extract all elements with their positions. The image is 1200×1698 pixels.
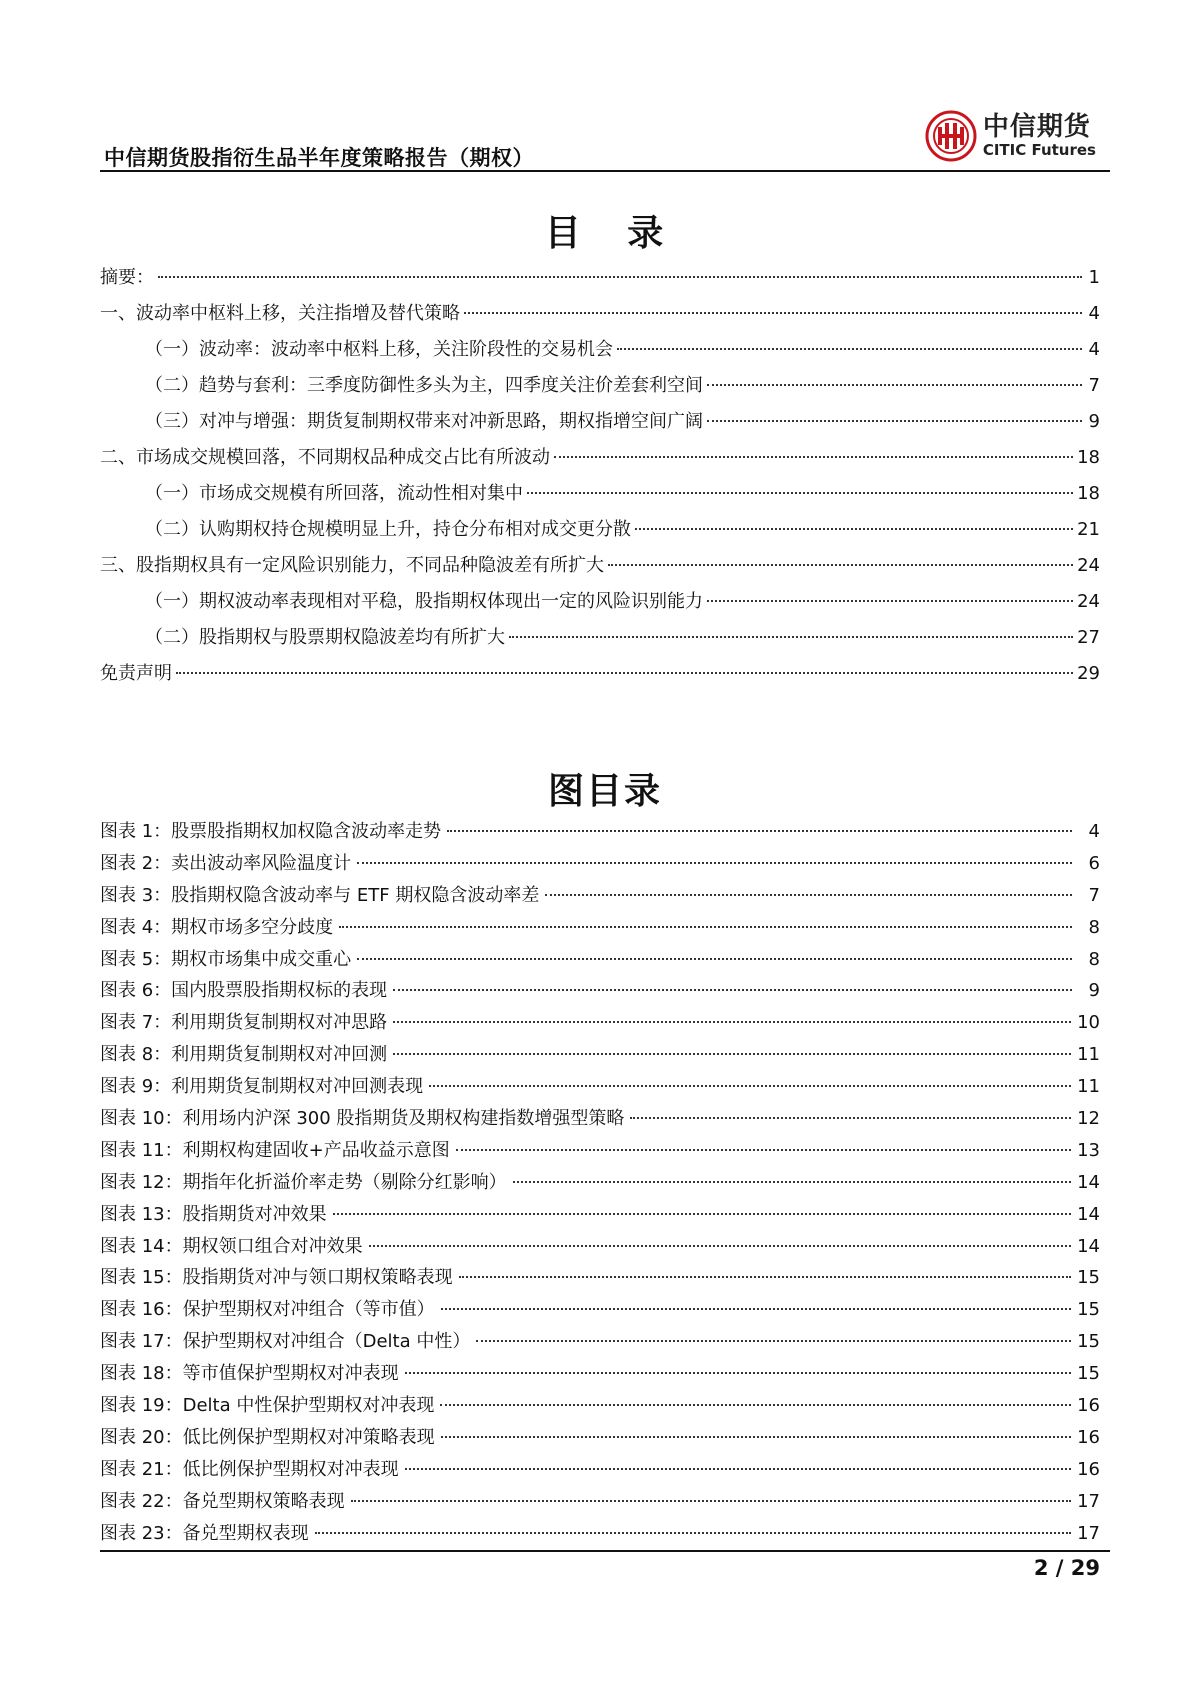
dot-leader (441, 1435, 1071, 1438)
toc-entry[interactable] (100, 335, 1100, 371)
dot-leader (464, 311, 1082, 314)
figure-entry-label: 图表 22：备兑型期权策略表现 (100, 1490, 345, 1512)
figure-entry-label: 图表 2：卖出波动率风险温度计 (100, 852, 352, 874)
dot-leader (405, 1467, 1071, 1470)
figure-entry[interactable] (100, 945, 1100, 977)
figure-entry[interactable] (100, 849, 1100, 881)
toc-entry-label: （二）认购期权持仓规模明显上升，持仓分布相对成交更分散 (145, 519, 631, 540)
dot-leader (158, 275, 1082, 278)
figure-entry-page: 7 (1088, 884, 1100, 906)
dot-leader (357, 957, 1072, 960)
toc-entry-label: （一）期权波动率表现相对平稳，股指期权体现出一定的风险识别能力 (145, 591, 703, 612)
figure-entry[interactable] (100, 1327, 1100, 1359)
toc-entry[interactable] (100, 407, 1100, 443)
figure-entry[interactable] (100, 1072, 1100, 1104)
dot-leader (339, 925, 1072, 928)
dot-leader (476, 1339, 1071, 1342)
figure-entry-label: 图表 15：股指期货对冲与领口期权策略表现 (100, 1267, 453, 1289)
figure-entry[interactable] (100, 1423, 1100, 1455)
figure-entry-page: 9 (1088, 980, 1100, 1002)
dot-leader (176, 671, 1073, 674)
toc-entry-label: （一）市场成交规模有所回落，流动性相对集中 (145, 483, 523, 504)
toc-entry-label: 免责声明 (100, 663, 172, 684)
toc-entry[interactable] (100, 371, 1100, 407)
figure-entry[interactable] (100, 1487, 1100, 1519)
toc-entry-page: 27 (1077, 627, 1100, 648)
toc-entry-label: （二）股指期权与股票期权隐波差均有所扩大 (145, 627, 505, 648)
toc-entry-label: （二）趋势与套利：三季度防御性多头为主，四季度关注价差套利空间 (145, 375, 703, 396)
dot-leader (441, 1307, 1071, 1310)
toc-entry-page: 24 (1077, 591, 1100, 612)
footer-divider (100, 1550, 1110, 1552)
figure-entry-label: 图表 3：股指期权隐含波动率与 ETF 期权隐含波动率差 (100, 884, 540, 906)
figure-entry-page: 15 (1077, 1299, 1100, 1321)
figure-entry[interactable] (100, 1455, 1100, 1487)
figure-entry-label: 图表 8：利用期货复制期权对冲回测 (100, 1044, 388, 1066)
dot-leader (357, 861, 1072, 864)
figure-entry-page: 16 (1077, 1395, 1100, 1417)
toc-entry-label: 二、市场成交规模回落，不同期权品种成交占比有所波动 (100, 447, 550, 468)
figure-entry[interactable] (100, 976, 1100, 1008)
figure-entry-page: 14 (1077, 1203, 1100, 1225)
figure-list (100, 817, 1100, 1550)
toc-entry-page: 7 (1088, 375, 1100, 396)
dot-leader (405, 1371, 1071, 1374)
figure-entry-label: 图表 16：保护型期权对冲组合（等市值） (100, 1299, 435, 1321)
dot-leader (707, 599, 1073, 602)
dot-leader (333, 1212, 1071, 1215)
figure-entry-page: 8 (1088, 916, 1100, 938)
figure-entry-page: 11 (1077, 1044, 1100, 1066)
dot-leader (429, 1084, 1071, 1087)
figure-entry-page: 15 (1077, 1331, 1100, 1353)
dot-leader (635, 527, 1073, 530)
figure-entry-page: 4 (1088, 821, 1100, 842)
figure-entry-label: 图表 5：期权市场集中成交重心 (100, 948, 352, 970)
figure-entry-label: 图表 23：备兑型期权表现 (100, 1522, 309, 1544)
toc-entry[interactable] (100, 443, 1100, 479)
figure-entry-label: 图表 10：利用场内沪深 300 股指期货及期权构建指数增强型策略 (100, 1108, 625, 1130)
figure-entry[interactable] (100, 1391, 1100, 1423)
figure-entry-label: 图表 12：期指年化折溢价率走势（剔除分红影响） (100, 1171, 507, 1193)
figure-entry-label: 图表 13：股指期货对冲效果 (100, 1203, 327, 1225)
figure-entry[interactable] (100, 1104, 1100, 1136)
figure-entry-label: 图表 21：低比例保护型期权对冲表现 (100, 1458, 399, 1480)
figure-entry[interactable] (100, 1263, 1100, 1295)
dot-leader (440, 1403, 1071, 1406)
dot-leader (608, 563, 1073, 566)
toc-entry-page: 4 (1088, 303, 1100, 324)
figure-entry[interactable] (100, 1232, 1100, 1264)
dot-leader (509, 635, 1073, 638)
figure-list-heading: 图目录 (547, 771, 662, 812)
citic-logo-icon (925, 110, 977, 162)
toc-entry-page: 18 (1077, 447, 1100, 468)
figure-entry-label: 图表 9：利用期货复制期权对冲回测表现 (100, 1076, 424, 1098)
figure-entry[interactable] (100, 1040, 1100, 1072)
dot-leader (393, 988, 1072, 991)
figure-entry-label: 图表 18：等市值保护型期权对冲表现 (100, 1363, 399, 1385)
figure-entry[interactable] (100, 1295, 1100, 1327)
dot-leader (351, 1499, 1071, 1502)
dot-leader (393, 1052, 1071, 1055)
dot-leader (315, 1531, 1071, 1534)
figure-entry-page: 13 (1077, 1139, 1100, 1161)
figure-entry[interactable] (100, 881, 1100, 913)
figure-entry-page: 14 (1077, 1235, 1100, 1257)
dot-leader (369, 1244, 1071, 1247)
figure-entry-page: 15 (1077, 1363, 1100, 1385)
figure-entry-page: 8 (1088, 948, 1100, 970)
dot-leader (513, 1180, 1071, 1183)
page-header (100, 100, 1110, 170)
toc-entry-page: 9 (1088, 411, 1100, 432)
figure-entry[interactable] (100, 1008, 1100, 1040)
toc-entry-label: 三、股指期权具有一定风险识别能力，不同品种隐波差有所扩大 (100, 555, 604, 576)
toc-entry[interactable] (100, 515, 1100, 551)
figure-entry[interactable] (100, 1519, 1100, 1551)
dot-leader (527, 491, 1073, 494)
figure-entry-label: 图表 19：Delta 中性保护型期权对冲表现 (100, 1395, 435, 1417)
figure-entry-label: 图表 17：保护型期权对冲组合（Delta 中性） (100, 1331, 471, 1353)
toc-entry-page: 21 (1077, 519, 1100, 540)
toc-entry-label: 一、波动率中枢料上移，关注指增及替代策略 (100, 303, 460, 324)
dot-leader (554, 455, 1073, 458)
figure-entry-page: 12 (1077, 1108, 1100, 1130)
toc-entry[interactable] (100, 479, 1100, 515)
figure-entry-label: 图表 20：低比例保护型期权对冲策略表现 (100, 1426, 435, 1448)
dot-leader (707, 419, 1082, 422)
figure-entry[interactable] (100, 1168, 1100, 1200)
toc-entry[interactable] (100, 551, 1100, 587)
figure-entry-label: 图表 4：期权市场多空分歧度 (100, 916, 334, 938)
toc-list (100, 263, 1100, 695)
toc-entry-page: 1 (1088, 267, 1100, 288)
citic-futures-logo (925, 108, 1096, 164)
dot-leader (393, 1020, 1071, 1023)
logo-en-text: CITIC Futures (982, 141, 1096, 159)
figure-entry-label: 图表 1：股票股指期权加权隐含波动率走势 (100, 821, 442, 842)
figure-entry-label: 图表 11：利期权构建固收+产品收益示意图 (100, 1139, 450, 1161)
figure-entry[interactable] (100, 1359, 1100, 1391)
figure-entry[interactable] (100, 1136, 1100, 1168)
figure-entry-page: 17 (1077, 1522, 1100, 1544)
toc-entry[interactable] (100, 623, 1100, 659)
toc-entry-page: 29 (1077, 663, 1100, 684)
toc-entry-label: 摘要： (100, 267, 154, 288)
toc-entry[interactable] (100, 659, 1100, 695)
figure-entry-page: 16 (1077, 1458, 1100, 1480)
figure-entry-page: 17 (1077, 1490, 1100, 1512)
toc-entry-page: 24 (1077, 555, 1100, 576)
toc-entry[interactable] (100, 263, 1100, 299)
figure-entry-page: 6 (1088, 852, 1100, 874)
figure-entry[interactable] (100, 817, 1100, 849)
toc-heading: 目 录 (544, 213, 666, 254)
toc-entry[interactable] (100, 299, 1100, 335)
toc-entry-label: （三）对冲与增强：期货复制期权带来对冲新思路，期权指增空间广阔 (145, 411, 703, 432)
figure-entry-page: 15 (1077, 1267, 1100, 1289)
toc-entry-page: 4 (1088, 339, 1100, 360)
figure-entry-label: 图表 6：国内股票股指期权标的表现 (100, 980, 388, 1002)
header-divider (100, 170, 1110, 172)
dot-leader (545, 893, 1072, 896)
dot-leader (630, 1116, 1071, 1119)
dot-leader (707, 383, 1082, 386)
report-title: 中信期货股指衍生品半年度策略报告（期权） (104, 146, 534, 170)
figure-entry-label: 图表 7：利用期货复制期权对冲思路 (100, 1012, 388, 1034)
toc-entry[interactable] (100, 587, 1100, 623)
toc-entry-page: 18 (1077, 483, 1100, 504)
figure-entry-page: 16 (1077, 1426, 1100, 1448)
dot-leader (447, 829, 1072, 832)
figure-entry-page: 10 (1077, 1012, 1100, 1034)
figure-entry[interactable] (100, 1200, 1100, 1232)
dot-leader (617, 347, 1082, 350)
toc-entry-label: （一）波动率：波动率中枢料上移，关注阶段性的交易机会 (145, 339, 613, 360)
dot-leader (459, 1275, 1071, 1278)
figure-entry[interactable] (100, 913, 1100, 945)
figure-entry-label: 图表 14：期权领口组合对冲效果 (100, 1235, 363, 1257)
logo-cn-text: 中信期货 (982, 112, 1091, 142)
figure-entry-page: 14 (1077, 1171, 1100, 1193)
page-indicator: 2 / 29 (1033, 1556, 1100, 1580)
figure-entry-page: 11 (1077, 1076, 1100, 1098)
dot-leader (456, 1148, 1071, 1151)
